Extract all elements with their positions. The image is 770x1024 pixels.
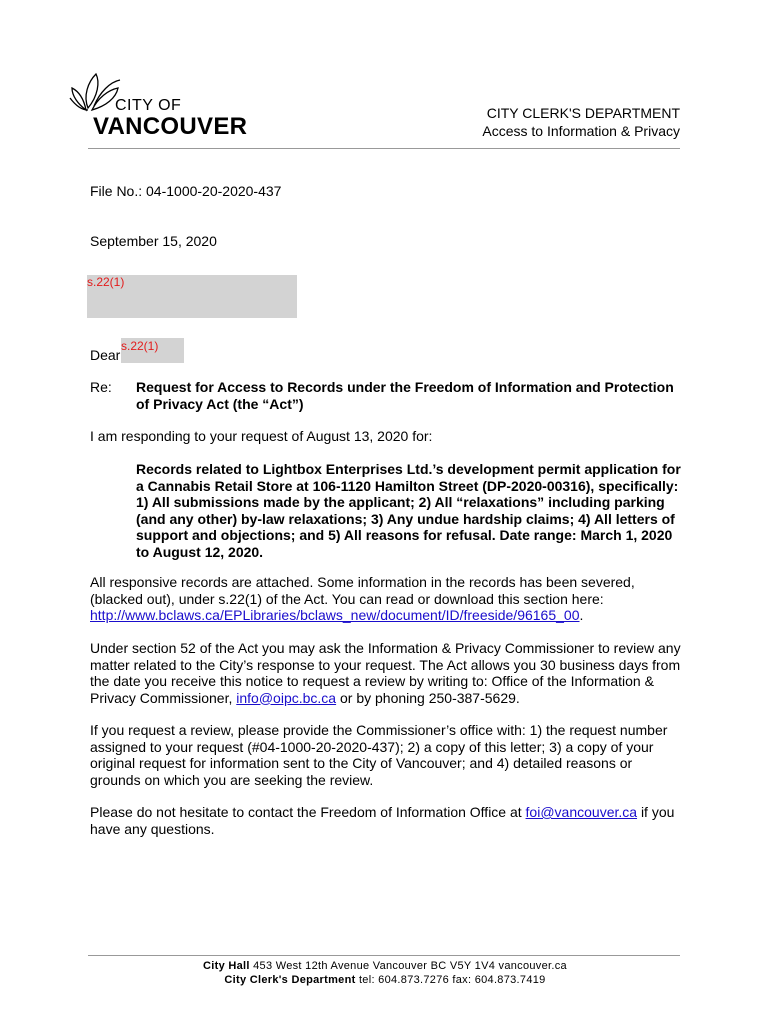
footer-phone-fax: tel: 604.873.7276 fax: 604.873.7419 <box>358 974 546 986</box>
paragraph-records <box>90 574 680 624</box>
bclaws-link[interactable]: http://www.bclaws.ca/EPLibraries/bclaws_new/document/ID/freeside/96165_00 <box>90 607 580 623</box>
paragraph-review-end: or by phoning 250-387-5629. <box>339 689 520 706</box>
paragraph-contact-end: if you have any questions. <box>90 804 675 837</box>
paragraph-review-text: Under section 52 of the Act you may ask the Information & Privacy Commissioner to review any matter related to the City’s response to your request. The Act allows you 30 business days from the date you receive this notice to request a review by writing to: Office of the Information & Privacy Commissioner, <box>90 640 681 706</box>
footer-city-hall: City Hall <box>203 960 250 972</box>
paragraph-records-end: . <box>579 607 584 623</box>
file-number: File No.: 04-1000-20-2020-437 <box>90 183 282 199</box>
footer-clerks-dept: City Clerk's Department <box>224 974 356 986</box>
oipc-email-link[interactable]: info@oipc.bc.ca <box>236 689 337 706</box>
paragraph-contact <box>90 804 685 837</box>
intro-text: I am responding to your request of August 13, 2020 for: <box>90 428 433 444</box>
paragraph-review-rights <box>90 640 685 706</box>
footer-address: 453 West 12th Avenue Vancouver BC V5Y 1V4 vancouver.ca <box>253 960 567 972</box>
footer-divider <box>88 955 680 956</box>
logo-vancouver: VANCOUVER <box>93 113 248 140</box>
re-subject: Request for Access to Records under the Freedom of Information and Protection of Privacy Act (the “Act”) <box>136 379 674 412</box>
paragraph-contact-text: Please do not hesitate to contact the Freedom of Information Office at <box>90 804 522 820</box>
footer-line-2 <box>0 973 770 987</box>
re-label: Re: <box>90 379 112 395</box>
request-description: Records related to Lightbox Enterprises Ltd.’s development permit application for a Cannabis Retail Store at 106-1120 Hamilton Street (DP-2020-00316), specifically: 1) All submissions made by the applicant; 2) All “relaxations” including parking (and any other) by-law relaxations; 3) Any undue hardship claims; 4) All letters of support and objections; and 5) All reasons for refusal. Date range: March 1, 2020 to August 12, 2020. <box>136 461 681 560</box>
header-divider <box>88 148 680 149</box>
city-of-vancouver-logo <box>68 66 248 146</box>
foi-email-link[interactable]: foi@vancouver.ca <box>525 804 638 820</box>
department-name: CITY CLERK'S DEPARTMENT <box>486 105 680 121</box>
department-subtitle: Access to Information & Privacy <box>482 123 680 139</box>
salutation: Dear <box>90 347 121 363</box>
letter-date: September 15, 2020 <box>90 233 217 249</box>
paragraph-records-text: All responsive records are attached. Some information in the records has been severed, (blacked out), under s.22(1) of the Act. You can read or download this section here: <box>90 574 635 607</box>
logo-city-of: CITY OF <box>115 97 182 114</box>
paragraph-review-instructions: If you request a review, please provide the Commissioner’s office with: 1) the request number assigned to your request (#04-1000-20-2020-437); 2) a copy of this letter; 3) a copy of your original request for information sent to the City of Vancouver; and 4) detailed reasons or grounds on which you are seeking the review. <box>90 722 668 788</box>
footer-line-1 <box>0 959 770 973</box>
department-header <box>482 104 680 140</box>
redaction-label-name: s.22(1) <box>121 339 159 353</box>
redaction-label: s.22(1) <box>87 275 125 289</box>
